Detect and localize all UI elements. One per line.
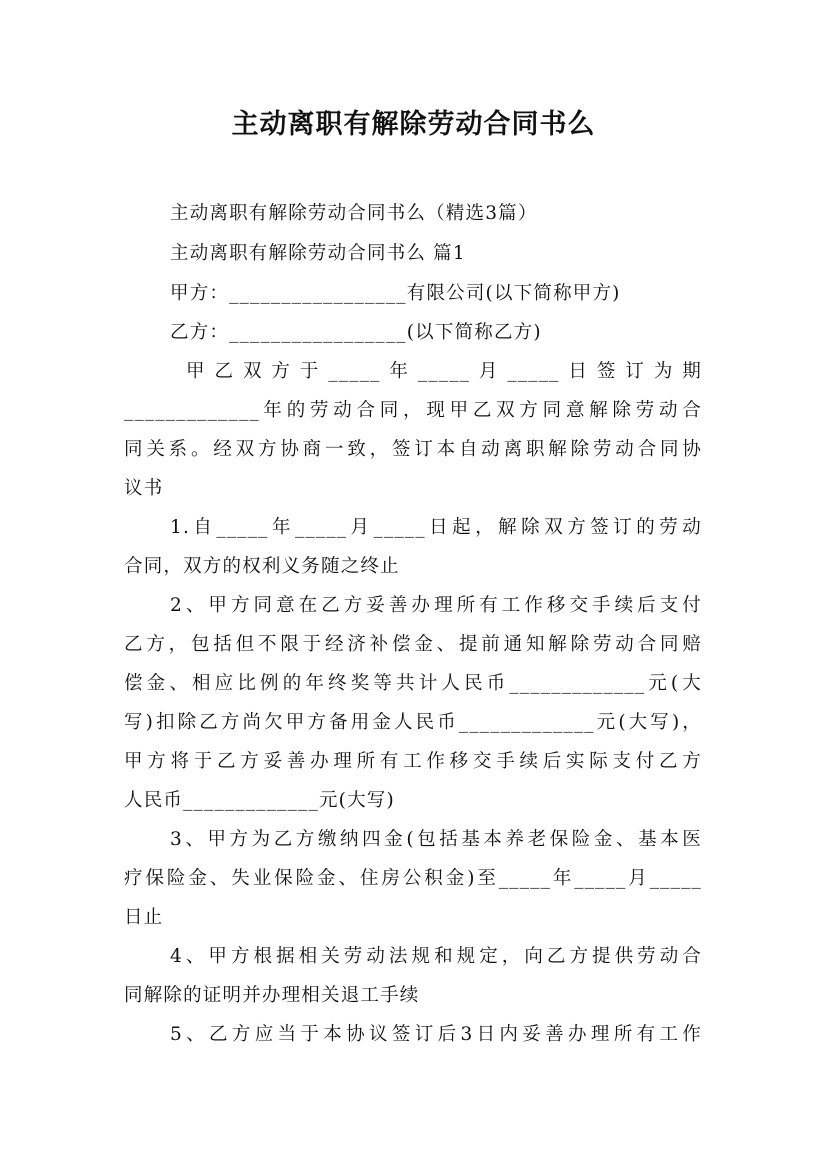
document-line: 甲方：_________________有限公司(以下简称甲方)	[170, 283, 621, 304]
document-line: 5、乙方应当于本协议签订后3日内妥善办理所有工作	[170, 1024, 702, 1045]
document-line: 2、甲方同意在乙方妥善办理所有工作移交手续后支付	[170, 595, 702, 616]
document-line: 同关系。经双方协商一致，签订本自动离职解除劳动合同协	[124, 439, 702, 460]
document-line: 甲方将于乙方妥善办理所有工作移交手续后实际支付乙方	[124, 751, 702, 772]
document-title: 主动离职有解除劳动合同书么	[231, 109, 596, 140]
document-line: 甲乙双方于_____年_____月_____日签订为期	[186, 361, 702, 382]
document-line: 写)扣除乙方尚欠甲方备用金人民币_____________元(大写)，	[124, 712, 702, 733]
document-line: 疗保险金、失业保险金、住房公积金)至_____年_____月_____	[124, 868, 702, 889]
document-line: 主动离职有解除劳动合同书么（精选3篇）	[170, 203, 538, 224]
document-line: 议书	[124, 478, 164, 499]
document-line: 偿金、相应比例的年终奖等共计人民币_____________元(大	[124, 673, 702, 694]
document-line: 乙方，包括但不限于经济补偿金、提前通知解除劳动合同赔	[124, 634, 702, 655]
document-line: 4、甲方根据相关劳动法规和规定，向乙方提供劳动合	[170, 946, 702, 967]
document-line: _____________年的劳动合同，现甲乙双方同意解除劳动合	[124, 400, 702, 421]
document-line: 3、甲方为乙方缴纳四金(包括基本养老保险金、基本医	[170, 829, 702, 850]
document-line: 1.自_____年_____月_____日起，解除双方签订的劳动	[170, 517, 702, 538]
document-line: 乙方：_________________(以下简称乙方)	[170, 322, 542, 343]
document-line: 人民币_____________元(大写)	[124, 790, 395, 811]
document-line: 同解除的证明并办理相关退工手续	[124, 985, 420, 1006]
document-line: 合同，双方的权利义务随之终止	[124, 556, 400, 577]
document-line: 主动离职有解除劳动合同书么 篇1	[170, 243, 466, 264]
document-line: 日止	[124, 907, 164, 928]
